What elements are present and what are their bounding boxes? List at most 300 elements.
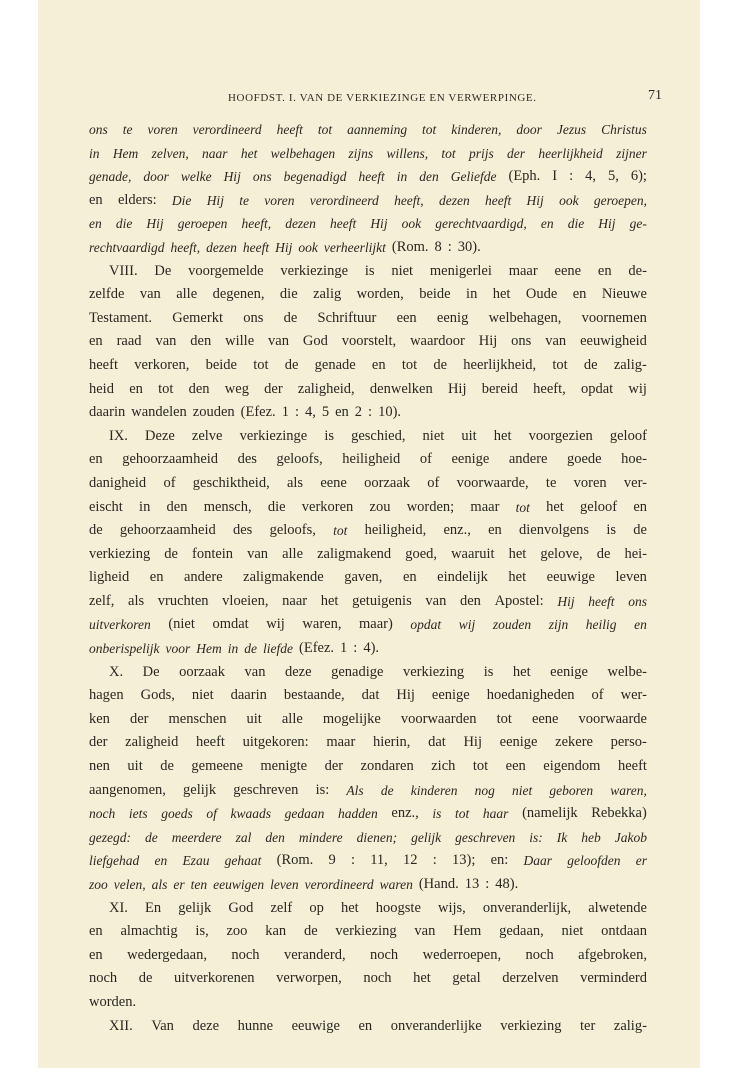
word: afgebroken, (578, 946, 647, 963)
word: raad (116, 333, 142, 350)
word: door (143, 169, 169, 185)
word: De (142, 663, 160, 680)
word: de (596, 545, 611, 562)
word: (Efez. (299, 640, 335, 657)
word: Jakob (614, 829, 647, 845)
word: gehaat (224, 853, 262, 869)
word: voren (264, 192, 295, 208)
word: Oude (525, 286, 558, 303)
text-line (89, 613, 647, 637)
word: noch (370, 946, 399, 963)
word: voorgemelde (188, 262, 264, 279)
word: van (139, 286, 161, 303)
word: gemeene (191, 758, 243, 775)
word: XII. (109, 1017, 133, 1034)
word: ter (580, 1017, 596, 1034)
word: denwelken (369, 380, 433, 397)
word: Christus (601, 122, 647, 137)
word: gelijk (411, 829, 442, 845)
word: geschiktheid, (192, 474, 270, 491)
word: : (432, 852, 437, 869)
word: waren, (610, 782, 647, 798)
word: niet (191, 687, 214, 704)
word: 5 (321, 404, 330, 421)
word: heeft, (533, 380, 566, 397)
word: Die (171, 192, 192, 208)
word: mindere (298, 829, 343, 845)
word: noch (231, 946, 260, 963)
word: opdat (410, 617, 442, 633)
word: worden, (356, 286, 404, 303)
word: en (633, 498, 647, 515)
word: zoo (226, 923, 248, 940)
word: zalig- (613, 356, 647, 373)
word: den (188, 380, 210, 397)
word: in (89, 145, 100, 161)
word: liefde (263, 641, 294, 657)
word: heeft (588, 593, 615, 609)
word: van (425, 592, 447, 609)
word: heeft (330, 216, 357, 232)
word: Rebekka) (591, 805, 647, 822)
word: heeft (195, 734, 225, 751)
word: de (303, 923, 318, 940)
word: Geliefde (450, 169, 497, 185)
word: ons (511, 333, 532, 350)
word: uitverkorenen (174, 970, 255, 987)
word: zich (431, 758, 456, 775)
word: almachtig (120, 923, 178, 940)
word: (Hand. (418, 876, 459, 892)
word: eeuwige (546, 569, 595, 586)
word: verminderd (580, 970, 647, 987)
word: heeft (276, 122, 303, 137)
word: 5, (607, 168, 619, 185)
word: ligheid (89, 569, 130, 586)
word: : (353, 640, 358, 657)
word: verkiezing (335, 923, 397, 940)
word: alle (281, 710, 303, 727)
text-line (89, 873, 647, 897)
word: 13 (464, 876, 480, 892)
word: is: (529, 829, 543, 845)
word: verkiezing (402, 663, 465, 680)
word: zekere (555, 734, 593, 751)
word: en (402, 569, 417, 586)
word: : (447, 238, 452, 255)
word: eenige (550, 663, 588, 680)
word: noch (363, 970, 392, 987)
word: noch (525, 946, 554, 963)
word: en (597, 262, 612, 279)
running-head: HOOFDST. I. VAN DE VERKIEZINGE EN VERWERPINGE. (228, 92, 537, 104)
word: begenadigd (283, 169, 347, 185)
word: gedaan (284, 806, 325, 822)
word: heb (581, 829, 601, 845)
word: geschreven (455, 829, 516, 845)
text-line (89, 212, 647, 236)
word: Daar (523, 853, 553, 869)
word: wandelen (131, 404, 187, 421)
word: eischt (89, 498, 123, 515)
word: en (572, 286, 587, 303)
word: een (396, 309, 417, 326)
word: of (591, 687, 604, 704)
word: die (279, 286, 298, 303)
word: niet (561, 923, 584, 940)
word: : (485, 876, 490, 892)
text-line (89, 425, 647, 449)
text-line (89, 543, 647, 567)
word: menigerlei (429, 262, 492, 279)
word: deze (192, 1017, 220, 1034)
word: hadden (338, 806, 378, 822)
text-line (89, 991, 647, 1015)
word: onveranderlijk, (482, 899, 572, 916)
word: tot (253, 356, 269, 373)
word: de (144, 829, 158, 845)
word: kinderen, (451, 122, 502, 137)
word: eenige (451, 451, 490, 468)
word: en (634, 617, 647, 633)
word: tot (515, 499, 530, 515)
word: het (493, 427, 512, 444)
word: 9 (328, 852, 336, 869)
word: niet (391, 262, 414, 279)
word: is (606, 522, 616, 539)
word: rechtvaardigd (89, 239, 165, 255)
word: wer- (620, 687, 647, 704)
word: Hem (112, 145, 139, 161)
word: nen (89, 758, 110, 775)
word: 30). (457, 238, 481, 255)
word: oorzaak (364, 474, 411, 491)
word: wijs, (438, 899, 466, 916)
word: eenige (499, 734, 538, 751)
word: zijn (548, 617, 569, 633)
word: maar) (359, 616, 393, 633)
word: te (545, 474, 557, 491)
word: geloofs, (276, 451, 323, 468)
word: der (89, 734, 108, 751)
text-line (89, 590, 647, 614)
word: VIII. (109, 262, 138, 279)
word: en (149, 569, 164, 586)
word: voren (573, 474, 607, 491)
word: hoogste (375, 899, 421, 916)
word: kan (265, 923, 287, 940)
word: zelfde (89, 286, 125, 303)
word: waren, (302, 616, 342, 633)
word: de (583, 356, 598, 373)
text-line (89, 330, 647, 354)
word: zaligheid (125, 734, 179, 751)
word: zelf (270, 899, 293, 916)
word: er (173, 877, 185, 892)
word: Hij (146, 216, 164, 232)
body-text (89, 118, 647, 1038)
word: ons (243, 309, 264, 326)
text-line (89, 283, 647, 307)
word: gelove, (540, 545, 583, 562)
word: er (635, 853, 647, 869)
word: mogelijke (322, 710, 381, 727)
word: Hij (447, 380, 467, 397)
word: zouden (492, 617, 532, 633)
word: der (324, 758, 344, 775)
word: is (324, 427, 334, 444)
word: willens, (386, 145, 429, 161)
text-line (89, 236, 647, 260)
word: Van (151, 1017, 174, 1034)
word: voorgezien (528, 427, 593, 444)
word: : (368, 404, 373, 421)
word: zouden (192, 404, 235, 421)
word: eeuwigen (213, 877, 265, 892)
word: derzelven (502, 970, 559, 987)
word: daarin (89, 404, 126, 421)
word: wederroepen, (422, 946, 502, 963)
word: en (89, 216, 102, 232)
word: zijns (348, 145, 374, 161)
word: ons (628, 593, 647, 609)
word: prijs (468, 145, 494, 161)
word: door (516, 122, 542, 137)
word: en (129, 380, 143, 397)
word: heerlijkheid, (463, 356, 537, 373)
text-line (89, 472, 647, 496)
word: veranderd, (283, 946, 346, 963)
word: geroepen, (593, 192, 647, 208)
word: eeuwigheid (580, 333, 647, 350)
word: Hij (206, 192, 224, 208)
word: de (89, 522, 103, 539)
word: heeft (89, 356, 118, 373)
word: naar (282, 592, 308, 609)
word: ons (252, 169, 272, 185)
word: de (433, 356, 448, 373)
word: Gods, (140, 687, 175, 704)
word: in (139, 498, 151, 515)
word: verkiezing (500, 1017, 562, 1034)
word: dezen (206, 239, 237, 255)
word: heeft (485, 192, 512, 208)
word: het (320, 592, 339, 609)
word: zelven, (151, 145, 189, 161)
word: zoo (89, 877, 108, 892)
word: nog (474, 782, 495, 798)
word: eindelijk (437, 569, 488, 586)
word: de- (628, 262, 647, 279)
word: zou (369, 498, 391, 515)
word: 4, (585, 168, 596, 185)
word: waardoor (410, 333, 465, 350)
word: tot (552, 356, 568, 373)
word: Hem (196, 641, 222, 657)
word: menschen (168, 710, 227, 727)
word: Schriftuur (317, 309, 377, 326)
text-line (89, 802, 647, 826)
word: goed, (405, 545, 438, 562)
word: Hij (275, 239, 293, 255)
word: op (309, 899, 324, 916)
word: voren (147, 122, 178, 137)
word: zaligmakende (243, 569, 324, 586)
word: ook (298, 239, 318, 255)
word: Deze (145, 427, 175, 444)
word: daarin (230, 687, 267, 704)
word: kwaads (230, 806, 272, 822)
word: dienen; (356, 829, 398, 845)
word: een (505, 758, 526, 775)
text-line (89, 944, 647, 968)
text-line (89, 354, 647, 378)
text-line (89, 897, 647, 921)
word: voor (165, 641, 191, 657)
word: XI. (109, 899, 128, 916)
word: niet (511, 782, 533, 798)
text-line (89, 307, 647, 331)
word: 4, (304, 404, 316, 421)
word: enz., (443, 522, 471, 539)
word: en (488, 522, 502, 539)
word: en: (490, 852, 509, 869)
word: welbehagen (270, 145, 336, 161)
text-line (89, 826, 647, 850)
word: 4). (363, 640, 380, 657)
word: alwetende (588, 899, 647, 916)
text-line (89, 779, 647, 803)
word: (Eph. (508, 168, 541, 185)
word: menigte (260, 758, 308, 775)
word: het (508, 569, 527, 586)
word: in (227, 641, 239, 657)
word: voornemen (581, 309, 647, 326)
word: dezen (285, 216, 316, 232)
word: zijner (616, 145, 647, 161)
word: Als (346, 782, 364, 798)
text-line (89, 401, 647, 425)
word: andere (184, 569, 223, 586)
word: En (145, 899, 162, 916)
word: : (350, 852, 355, 869)
word: gelijk (183, 781, 217, 798)
word: gerechtvaardigd, (435, 216, 527, 232)
word: is, (195, 923, 209, 940)
word: die (267, 498, 286, 515)
word: leven (270, 877, 299, 892)
word: heeft (242, 239, 270, 255)
word: zondaren (360, 758, 414, 775)
word: voorwaarden (400, 710, 477, 727)
word: der (129, 710, 149, 727)
word: noch (89, 970, 118, 987)
word: danigheid (89, 474, 147, 491)
word: hei- (624, 545, 647, 562)
word: en (89, 451, 103, 468)
word: tot (333, 523, 348, 539)
word: eeuwige (291, 1017, 340, 1034)
word: oorzaak (179, 663, 225, 680)
word: goede (567, 451, 602, 468)
word: omdat (212, 616, 249, 633)
word: verkiezinge (280, 262, 349, 279)
word: verordineerd (304, 877, 374, 892)
word: tot (472, 758, 489, 775)
word: heid (89, 380, 114, 397)
word: beide (419, 286, 451, 303)
word: het (340, 899, 359, 916)
word: hoe- (621, 451, 647, 468)
word: geschied, (351, 427, 406, 444)
word: (niet (168, 616, 195, 633)
word: den (190, 333, 212, 350)
word: zal (235, 829, 252, 845)
word: heeft (358, 169, 385, 185)
word: eene (531, 710, 559, 727)
word: welke (180, 169, 212, 185)
word: geloofden (567, 853, 621, 869)
word: ver- (623, 474, 647, 491)
word: 6); (630, 168, 647, 185)
text-line (89, 448, 647, 472)
word: geboren (549, 782, 594, 798)
word: des (237, 451, 257, 468)
word: alle (176, 286, 198, 303)
word: wij (628, 380, 647, 397)
word: der (264, 380, 283, 397)
word: Hij (526, 192, 544, 208)
word: Hij (463, 734, 482, 751)
text-line (89, 519, 647, 543)
word: velen, (113, 877, 146, 892)
word: 2 (354, 404, 363, 421)
word: zaligheid, (297, 380, 355, 397)
word: tot (401, 356, 418, 373)
word: uitgekoren: (242, 734, 309, 751)
word: of (427, 474, 440, 491)
word: heeft (617, 758, 647, 775)
word: dezen (438, 192, 470, 208)
word: worden. (89, 993, 137, 1010)
word: perso- (610, 734, 647, 751)
word: : (294, 404, 299, 421)
word: wij (266, 616, 285, 633)
word: dat (428, 734, 446, 751)
word: den (419, 169, 439, 185)
word: van (244, 663, 266, 680)
word: IX. (109, 427, 128, 444)
word: als (151, 877, 168, 892)
word: (Rom. (276, 852, 314, 869)
word: Hij (598, 216, 616, 232)
word: gedaan, (499, 923, 544, 940)
word: ook (559, 192, 579, 208)
word: weg (224, 380, 249, 397)
word: maar (508, 262, 538, 279)
word: verkoren, (134, 356, 190, 373)
word: als (286, 474, 304, 491)
word: tot (158, 380, 174, 397)
word: deze (284, 663, 312, 680)
word: de (244, 641, 258, 657)
text-line (89, 1015, 647, 1039)
word: getuigenis (352, 592, 412, 609)
word: der (507, 145, 526, 161)
word: en (540, 216, 554, 232)
word: worden; (406, 498, 455, 515)
word: te (239, 192, 249, 208)
